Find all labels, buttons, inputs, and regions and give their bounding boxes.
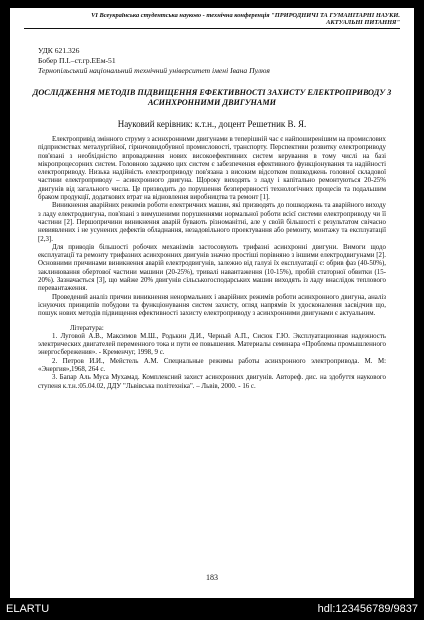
handle-identifier: hdl:123456789/9837 xyxy=(317,603,418,615)
conference-header xyxy=(24,12,400,27)
scientific-advisor: Науковий керівник: к.т.н., доцент Решетник В. Я. xyxy=(117,119,307,129)
references-heading: Література: xyxy=(70,324,104,332)
author-line: Бобер П.І.–ст.гр.ЕЕм-51 xyxy=(38,56,116,65)
document-page xyxy=(10,8,414,598)
paragraph: Для приводів більшості робочих механізмів застосовують трифазні асинхронні двигуни. Вимоги щодо експлуатації та ремонту трифазних асинхронних двигунів значно простіші порівняно з іншими електродвигунами [2]. Основними причинами виникнення аварій електродвигунів, залежно від галузі їх експлуатації є: обрив фаз (40-50%), заклинювання обертової частини машини (20-25%), тривалі навантаження (10-15%), пробій статорної обвитки (15-20%). Зазначається [3], що майже 20% двигунів сільськогосподарських машин виходять із ладу внаслідок теплового перевантаження. xyxy=(38,243,386,293)
repository-name: ELARTU xyxy=(6,603,50,615)
repository-footer xyxy=(0,598,424,620)
paragraph: Електропривід змінного струму з асинхронними двигунами в теперішній час є найпоширенішим на промислових підприємствах металургійної, гірничовидобувної промисловості, транспорту. Перспективи розвитку електроприводу пов'язані з необхідністю впровадження нових високоефективних систем керування в тому числі на базі мікропроцесорних систем. Головною задачею цих систем є забезпечення ефективного функціонування та надійності електроприводу. Низька надійність електроприводу пов'язана з високим відсотком пошкоджень головної складової частини електроприводу – асинхронного двигуна. Щороку виходять з ладу і капітально ремонтуються 20-25% двигунів від загального числа. Це призводить до порушення безперервності технологічних процесів та подальшим браком продукції, додаткових втрат на відновлення виробництва та ремонт [1]. xyxy=(38,136,386,202)
conference-line-1: VI Всеукраїнська студентська науково - технічна конференція "ПРИРОДНИЧІ ТА ГУМАНІТАРНІ НАУКИ. xyxy=(91,12,400,19)
page-number: 183 xyxy=(206,573,218,582)
reference-item: 3. Бапар Аль Муса Мухамад. Комплексний захист асинхронних двигунів. Автореф. дис. на здобуття наукового ступеня к.т.н.:05.04.02, ДДУ "Львівська політехніка". – Львів, 2000. - 16 с. xyxy=(38,374,386,390)
reference-item: 2. Петров И.И., Мейстель А.М. Специальные режимы работы асинхронного электропривода. М. М: «Энергия»,1968, 264 с. xyxy=(38,357,386,374)
paragraph: Проведений аналіз причин виникнення ненормальних і аварійних режимів роботи асинхронного двигуна, аналіз існуючих принципів побудови та функціонування систем захисту, огляд напрямів їх удосконалення засвідчив що, пошук нових методів підвищення ефективності захисту електроприводу з асинхронними двигунами є актуальним. xyxy=(38,293,386,318)
udk-code: УДК 621.326 xyxy=(38,46,80,55)
header-rule xyxy=(24,28,400,29)
reference-item: 1. Луговой А.В., Максимов М.Ш., Родькин Д.И., Черный А.П., Сисюк Г.Ю. Эксплуатационная надежность электрических двигателей переменного тока и пути ее повышения. Материалы семинара «Проблемы промышленного энергосбережения». - Кременчуг, 1998, 9 с. xyxy=(38,332,386,357)
article-body xyxy=(38,136,386,391)
paragraph: Виникнення аварійних режимів роботи електричних машин, які призводять до пошкоджень та аварійного виходу з ладу електродвигуна, пов'язані з вимушеними порушеннями нормальної роботи всієї системи електроприводу чи її частини [2]. Першопричини виникнення аварій бувають різноманітні, але у своїй більшості є результатом свічасно невиявлених і не усунених дефектів обладнання, незадовільного проектування або ремонту, монтажу та експлуатації [2,3]. xyxy=(38,202,386,243)
conference-line-2: АКТУАЛЬНІ ПИТАННЯ" xyxy=(326,19,400,27)
article-meta xyxy=(38,46,270,76)
article-title: ДОСЛІДЖЕННЯ МЕТОДІВ ПІДВИЩЕННЯ ЕФЕКТИВНОСТІ ЗАХИСТУ ЕЛЕКТРОПРИВОДУ З АСИНХРОННИМИ ДВИГУНАМИ xyxy=(32,88,392,107)
affiliation: Тернопільський національний технічний університет імені Івана Пулюя xyxy=(38,66,270,75)
